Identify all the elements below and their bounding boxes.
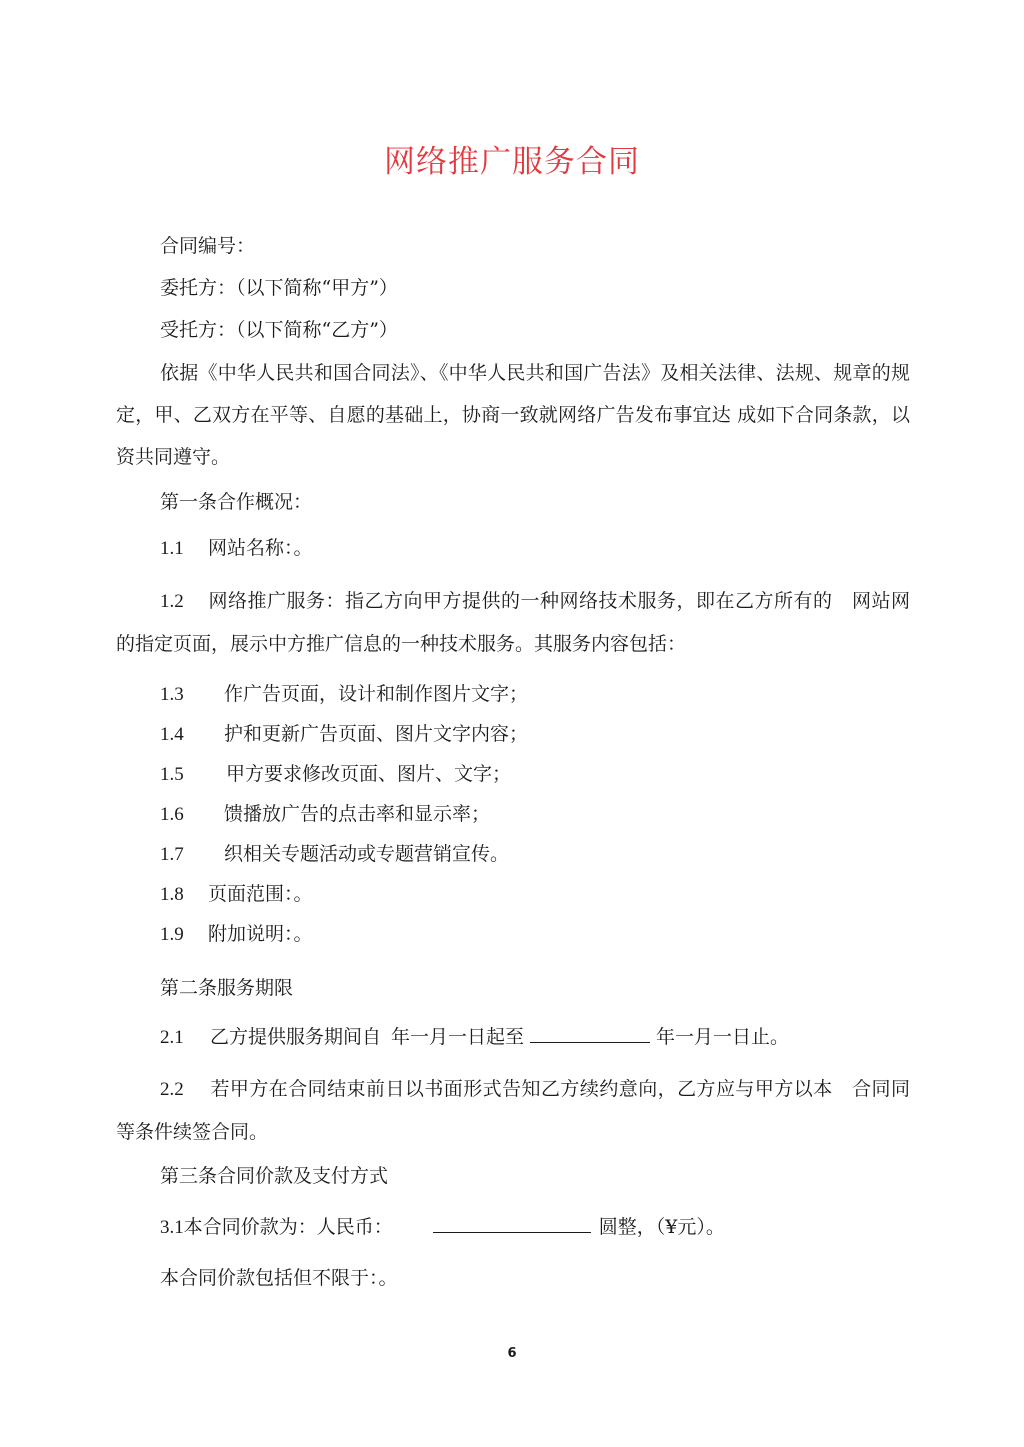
party-b-line: 受托方：（以下简称“乙方”）	[160, 319, 398, 341]
item-text: 年一月一日起至	[391, 1026, 525, 1048]
item-text: 年一月一日止。	[656, 1026, 790, 1048]
article-1-heading: 第一条合作概况：	[160, 491, 313, 513]
item-text: 页面范围：。	[208, 883, 313, 905]
item-number: 2.1	[160, 1027, 184, 1048]
item-text: 甲方要求修改页面、图片、文字；	[226, 763, 512, 785]
item-2-1	[160, 1022, 789, 1050]
item-3-1	[160, 1212, 725, 1240]
item-text: 网站名称：。	[208, 537, 313, 559]
item-text: 乙方提供服务期间自	[210, 1026, 382, 1048]
item-number: 1.8	[160, 884, 184, 905]
item-number: 2.2	[160, 1079, 184, 1100]
item-1-4	[160, 722, 528, 747]
item-1-5	[160, 762, 511, 787]
item-number: 1.6	[160, 804, 184, 825]
item-number: 3.1	[160, 1217, 184, 1238]
item-1-7	[160, 842, 509, 867]
item-1-9	[160, 922, 313, 947]
item-number: 1.3	[160, 684, 184, 705]
item-text: 若甲方在合同结束前日以书面形式告知乙方续约意向，乙方应与甲方以本 合同同等条件续签合同。	[116, 1078, 910, 1143]
item-1-2	[116, 580, 910, 665]
item-text: 本合同价款为：人民币：	[183, 1216, 393, 1238]
item-text: 护和更新广告页面、图片文字内容；	[224, 723, 529, 745]
item-number: 1.5	[160, 764, 184, 785]
item-text: 附加说明：。	[208, 923, 313, 945]
contract-number-label: 合同编号：	[160, 235, 256, 257]
item-number: 1.2	[160, 591, 184, 612]
blank-field	[530, 1022, 650, 1043]
document-title: 网络推广服务合同	[384, 144, 640, 180]
item-number: 1.4	[160, 724, 184, 745]
item-text: 织相关专题活动或专题营销宣传。	[224, 843, 510, 865]
item-text: 网络推广服务：指乙方向甲方提供的一种网络技术服务，即在乙方所有的 网站网的指定页面，展示中方推广信息的一种技术服务。其服务内容包括：	[116, 590, 910, 655]
item-1-6	[160, 802, 490, 827]
blank-field	[433, 1212, 591, 1233]
item-1-8	[160, 882, 313, 907]
item-2-2	[116, 1068, 910, 1153]
item-1-3	[160, 682, 528, 707]
item-3-tail: 本合同价款包括但不限于：。	[160, 1267, 398, 1289]
item-number: 1.7	[160, 844, 184, 865]
page-number: 6	[507, 1346, 517, 1361]
item-text: 馈播放广告的点击率和显示率；	[224, 803, 491, 825]
preamble-paragraph: 依据《中华人民共和国合同法》、《中华人民共和国广告法》及相关法律、法规、规章的规定，甲、乙双方在平等、自愿的基础上，协商一致就网络广告发布事宜达 成如下合同条款，以资共同遵守。	[116, 362, 910, 468]
article-3-heading: 第三条合同价款及支付方式	[160, 1165, 389, 1187]
item-number: 1.9	[160, 924, 184, 945]
item-text: 作广告页面，设计和制作图片文字；	[224, 683, 529, 705]
article-2-heading: 第二条服务期限	[160, 977, 294, 999]
item-1-1	[160, 536, 313, 561]
party-a-line: 委托方：（以下简称“甲方”）	[160, 277, 398, 299]
item-text: 圆整，（¥元）。	[598, 1216, 725, 1238]
item-number: 1.1	[160, 538, 184, 559]
